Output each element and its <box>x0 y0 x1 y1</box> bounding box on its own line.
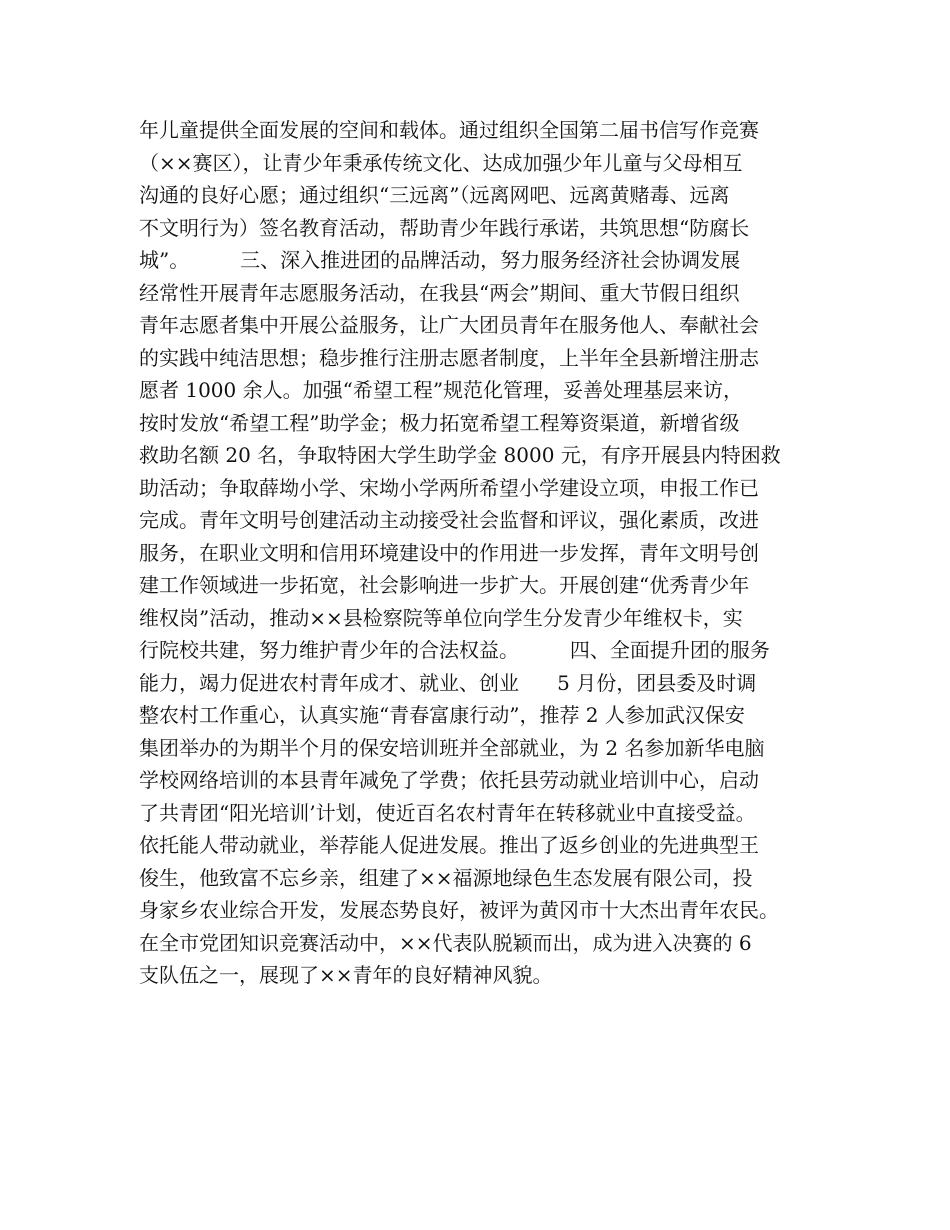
paragraph-line: 服务，在职业文明和信用环境建设中的作用进一步发挥，青年文明号创 <box>139 540 759 565</box>
document-body <box>139 114 839 992</box>
paragraph-line: （××赛区），让青少年秉承传统文化、达成加强少年儿童与父母相互 <box>139 150 743 175</box>
paragraph-line: 不文明行为）签名教育活动，帮助青少年践行承诺，共筑思想“防腐长 <box>139 215 750 240</box>
paragraph-line: 救助名额 20 名，争取特困大学生助学金 8000 元，有序开展县内特困救 <box>139 443 781 467</box>
paragraph-line: 年儿童提供全面发展的空间和载体。通过组织全国第二届书信写作竞赛 <box>139 118 759 142</box>
paragraph-line: 行院校共建，努力维护青少年的合法权益。 四、全面提升团的服务 <box>139 638 770 662</box>
paragraph-line: 能力，竭力促进农村青年成才、就业、创业 5 月份，团县委及时调 <box>139 670 757 695</box>
paragraph-line: 沟通的良好心愿；通过组织“三远离”（远离网吧、远离黄赌毒、远离 <box>139 183 730 207</box>
paragraph-line: 俊生，他致富不忘乡亲，组建了××福源地绿色生态发展有限公司，投 <box>139 865 753 890</box>
paragraph-line: 经常性开展青年志愿服务活动，在我县“两会”期间、重大节假日组织 <box>139 280 740 305</box>
paragraph-line: 完成。青年文明号创建活动主动接受社会监督和评议，强化素质，改进 <box>139 508 759 532</box>
paragraph-line: 维权岗”活动，推动××县检察院等单位向学生分发青少年维权卡，实 <box>139 605 743 630</box>
paragraph-line: 学校网络培训的本县青年减免了学费；依托县劳动就业培训中心，启动 <box>139 768 759 792</box>
paragraph-line: 身家乡农业综合开发，发展态势良好，被评为黄冈市十大杰出青年农民。 <box>139 898 779 922</box>
paragraph-line: 在全市党团知识竞赛活动中，××代表队脱颖而出，成为进入决赛的 6 <box>139 930 752 955</box>
paragraph-line: 依托能人带动就业，举荐能人促进发展。推出了返乡创业的先进典型王 <box>139 833 759 857</box>
paragraph-line: 整农村工作重心，认真实施“青春富康行动”，推荐 2 人参加武汉保安 <box>139 703 745 727</box>
paragraph-line: 支队伍之一，展现了××青年的良好精神风貌。 <box>139 963 553 987</box>
paragraph-line: 城”。 三、深入推进团的品牌活动，努力服务经济社会协调发展 <box>139 248 741 272</box>
paragraph-line: 建工作领域进一步拓宽，社会影响进一步扩大。开展创建“优秀青少年 <box>139 573 750 597</box>
paragraph-line: 按时发放“希望工程”助学金；极力拓宽希望工程筹资渠道，新增省级 <box>139 410 740 435</box>
paragraph-line: 的实践中纯洁思想；稳步推行注册志愿者制度，上半年全县新增注册志 <box>139 345 759 370</box>
paragraph-line: 青年志愿者集中开展公益服务，让广大团员青年在服务他人、奉献社会 <box>139 313 759 337</box>
paragraph-line: 集团举办的为期半个月的保安培训班并全部就业，为 2 名参加新华电脑 <box>139 735 765 760</box>
paragraph-line: 愿者 1000 余人。加强“希望工程”规范化管理，妥善处理基层来访， <box>139 378 744 402</box>
paragraph-line: 了共青团“阳光培训’计划，使近百名农村青年在转移就业中直接受益。 <box>139 800 756 825</box>
paragraph-line: 助活动；争取薛坳小学、宋坳小学两所希望小学建设立项，申报工作已 <box>139 475 759 500</box>
